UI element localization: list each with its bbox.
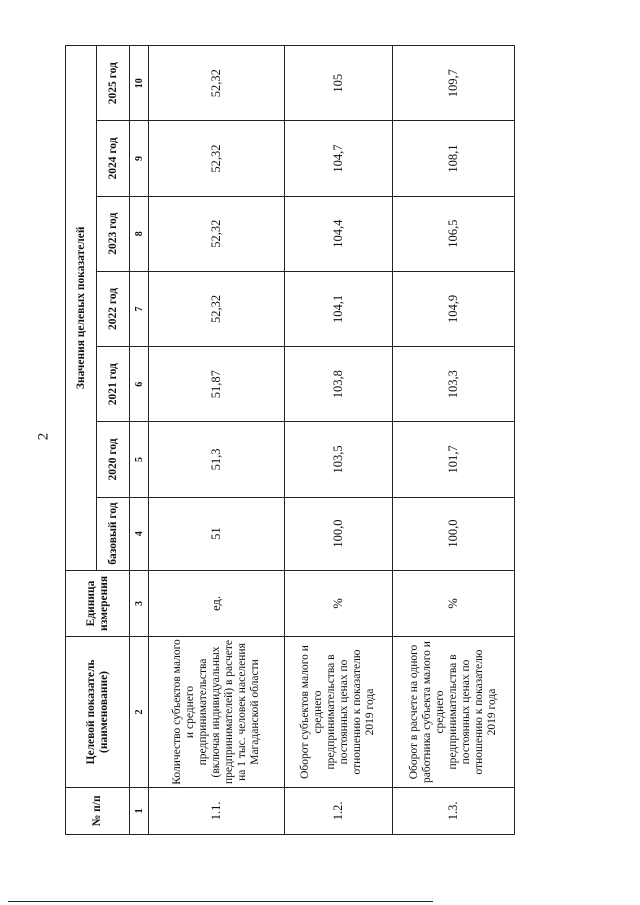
target-indicators-table — [65, 45, 515, 835]
value-cell: 51 — [149, 497, 285, 570]
column-number: 5 — [130, 422, 149, 497]
value-cell: 103,3 — [392, 347, 514, 422]
value-cell: 52,32 — [149, 46, 285, 121]
column-number-row — [130, 46, 149, 835]
value-cell: 101,7 — [392, 422, 514, 497]
value-cell: 104,9 — [392, 271, 514, 346]
value-cell: 52,32 — [149, 196, 285, 271]
column-number: 6 — [130, 347, 149, 422]
value-cell: 104,1 — [284, 271, 392, 346]
header-year: 2020 год — [97, 422, 130, 497]
rotated-table-area — [65, 45, 515, 835]
unit-cell: % — [284, 570, 392, 637]
header-values-group: Значения целевых показателей — [66, 46, 97, 571]
unit-cell: ед. — [149, 570, 285, 637]
page-number: 2 — [35, 432, 52, 441]
indicator-name: Оборот в расчете на одного работника субъекта малого и среднего предпринимательства в постоянных ценах по отношению к показателю 2019 года — [392, 637, 514, 787]
header-year: 2021 год — [97, 347, 130, 422]
indicator-name: Количество субъектов малого и среднего предпринимательства (включая индивидуальных предпринимателей) в расчете на 1 тыс. человек населения Магаданской области — [149, 637, 285, 787]
value-cell: 104,4 — [284, 196, 392, 271]
value-cell: 103,8 — [284, 347, 392, 422]
value-cell: 51,87 — [149, 347, 285, 422]
header-year: 2024 год — [97, 121, 130, 196]
header-year: 2022 год — [97, 271, 130, 346]
row-number: 1.1. — [149, 787, 285, 834]
row-number: 1.2. — [284, 787, 392, 834]
column-number: 7 — [130, 271, 149, 346]
header-year: 2023 год — [97, 196, 130, 271]
value-cell: 108,1 — [392, 121, 514, 196]
header-row-1 — [66, 46, 97, 835]
table-row — [284, 46, 392, 835]
value-cell: 52,32 — [149, 121, 285, 196]
header-num: № п/п — [66, 787, 130, 834]
value-cell: 103,5 — [284, 422, 392, 497]
column-number: 4 — [130, 497, 149, 570]
row-number: 1.3. — [392, 787, 514, 834]
value-cell: 100,0 — [284, 497, 392, 570]
header-year: 2025 год — [97, 46, 130, 121]
unit-cell: % — [392, 570, 514, 637]
column-number: 1 — [130, 787, 149, 834]
bottom-rule — [8, 901, 433, 902]
header-year: базовый год — [97, 497, 130, 570]
column-number: 3 — [130, 570, 149, 637]
value-cell: 52,32 — [149, 271, 285, 346]
column-number: 10 — [130, 46, 149, 121]
value-cell: 104,7 — [284, 121, 392, 196]
table-row — [149, 46, 285, 835]
value-cell: 51,3 — [149, 422, 285, 497]
header-indicator: Целевой показатель (наименование) — [66, 637, 130, 787]
indicator-name: Оборот субъектов малого и среднего предпринимательства в постоянных ценах по отношению к показателю 2019 года — [284, 637, 392, 787]
column-number: 2 — [130, 637, 149, 787]
column-number: 9 — [130, 121, 149, 196]
table-container — [65, 45, 515, 835]
value-cell: 109,7 — [392, 46, 514, 121]
column-number: 8 — [130, 196, 149, 271]
value-cell: 105 — [284, 46, 392, 121]
value-cell: 106,5 — [392, 196, 514, 271]
header-unit: Единица измерения — [66, 570, 130, 637]
value-cell: 100,0 — [392, 497, 514, 570]
table-row — [392, 46, 514, 835]
